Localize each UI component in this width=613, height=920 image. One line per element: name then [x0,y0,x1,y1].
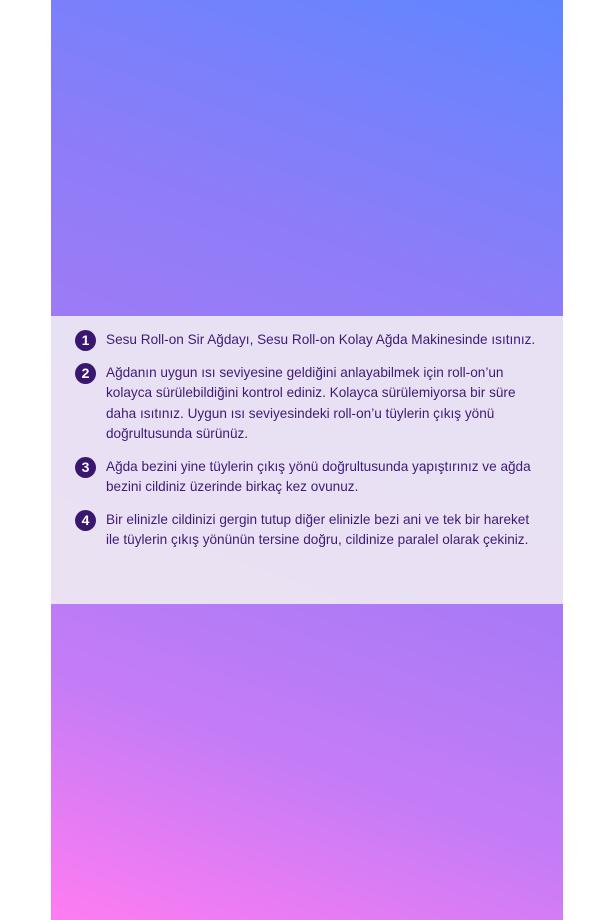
step-number-badge: 1 [75,330,96,351]
step-number-badge: 2 [75,363,96,384]
step-text: Sesu Roll-on Sir Ağdayı, Sesu Roll-on Kolay Ağda Makinesinde ısıtınız. [106,332,536,347]
instructions-panel [51,316,563,604]
step-text: Ağda bezini yine tüylerin çıkış yönü doğrultusunda yapıştırınız ve ağda bezini cildiniz üzerinde birkaç kez ovunuz. [106,458,531,494]
step-text: Ağdanın uygun ısı seviyesine geldiğini anlayabilmek için roll-on’un kolayca sürülebildiğini kontrol ediniz. Kolayca sürülemiyorsa bir süre daha ısıtınız. Uygun ısı seviyesindeki roll-on’u tüylerin çıkış yönü doğrultusunda sürünüz. [106,364,516,441]
step-number-badge: 4 [75,510,96,531]
step-number-badge: 3 [75,457,96,478]
step-2 [75,363,545,445]
background-gradient [51,0,563,920]
step-3 [75,457,545,498]
step-1 [75,330,545,351]
step-text: Bir elinizle cildinizi gergin tutup diğer elinizle bezi ani ve tek bir hareket ile tüylerin çıkış yönünün tersine doğru, cildinize paralel olarak çekiniz. [106,511,530,547]
step-4 [75,510,545,551]
